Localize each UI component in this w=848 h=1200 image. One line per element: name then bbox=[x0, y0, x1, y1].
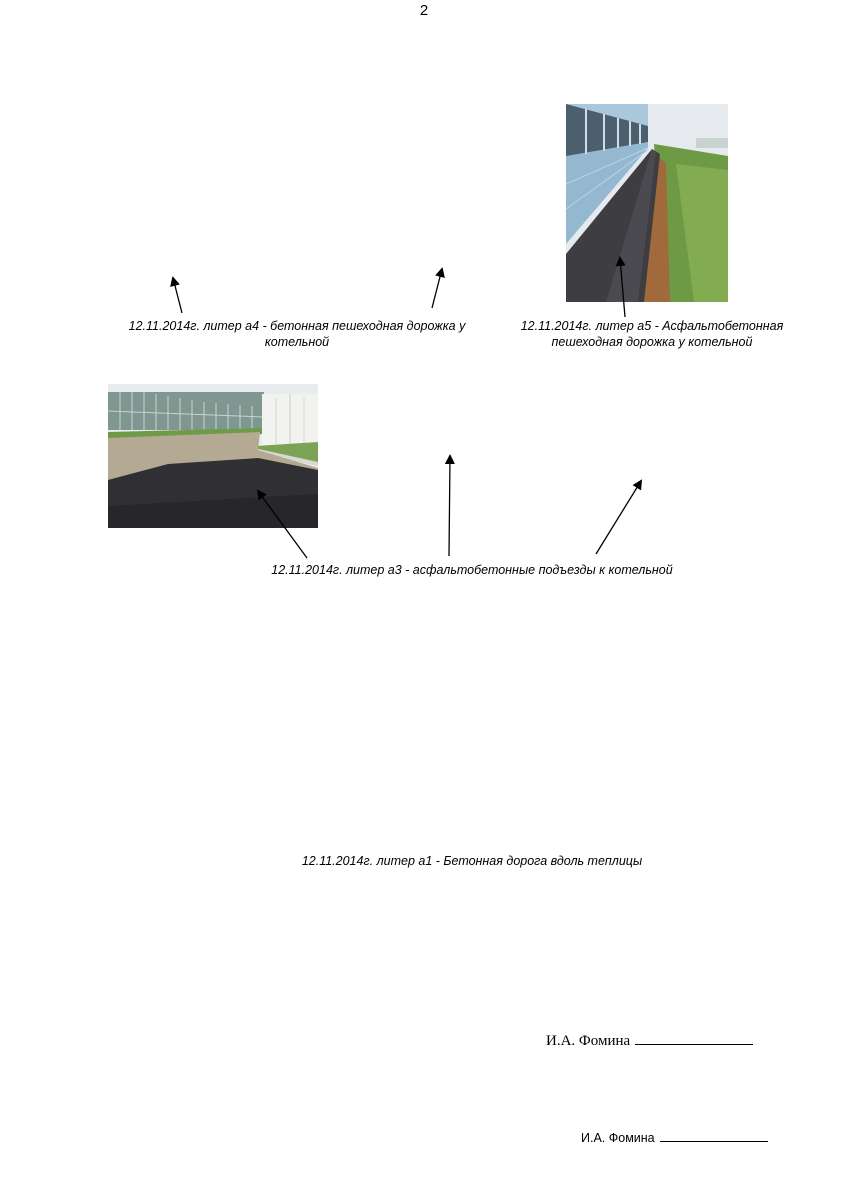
signature-name: И.А. Фомина bbox=[581, 1131, 655, 1145]
photo-a5-walkway bbox=[566, 104, 728, 302]
signature-block-2 bbox=[581, 1131, 768, 1145]
signature-line bbox=[635, 1043, 753, 1045]
page-number: 2 bbox=[419, 2, 429, 19]
caption-a5: 12.11.2014г. литер а5 - Асфальтобетонная пешеходная дорожка у котельной bbox=[520, 319, 784, 349]
caption-a3: 12.11.2014г. литер а3 - асфальтобетонные подъезды к котельной bbox=[271, 563, 673, 577]
caption-a1: 12.11.2014г. литер а1 - Бетонная дорога вдоль теплицы bbox=[301, 854, 643, 868]
signature-name: И.А. Фомина bbox=[546, 1033, 631, 1049]
arrow-a3-middle bbox=[449, 456, 450, 556]
arrow-a4-right bbox=[432, 269, 442, 308]
caption-a4: 12.11.2014г. литер а4 - бетонная пешеходная дорожка у котельной bbox=[128, 319, 466, 349]
arrow-a4-left bbox=[173, 278, 182, 313]
signature-line bbox=[660, 1140, 768, 1142]
photo-a3-asphalt-approach bbox=[108, 384, 318, 528]
signature-block-1 bbox=[546, 1033, 753, 1050]
arrow-a3-right bbox=[596, 481, 641, 554]
